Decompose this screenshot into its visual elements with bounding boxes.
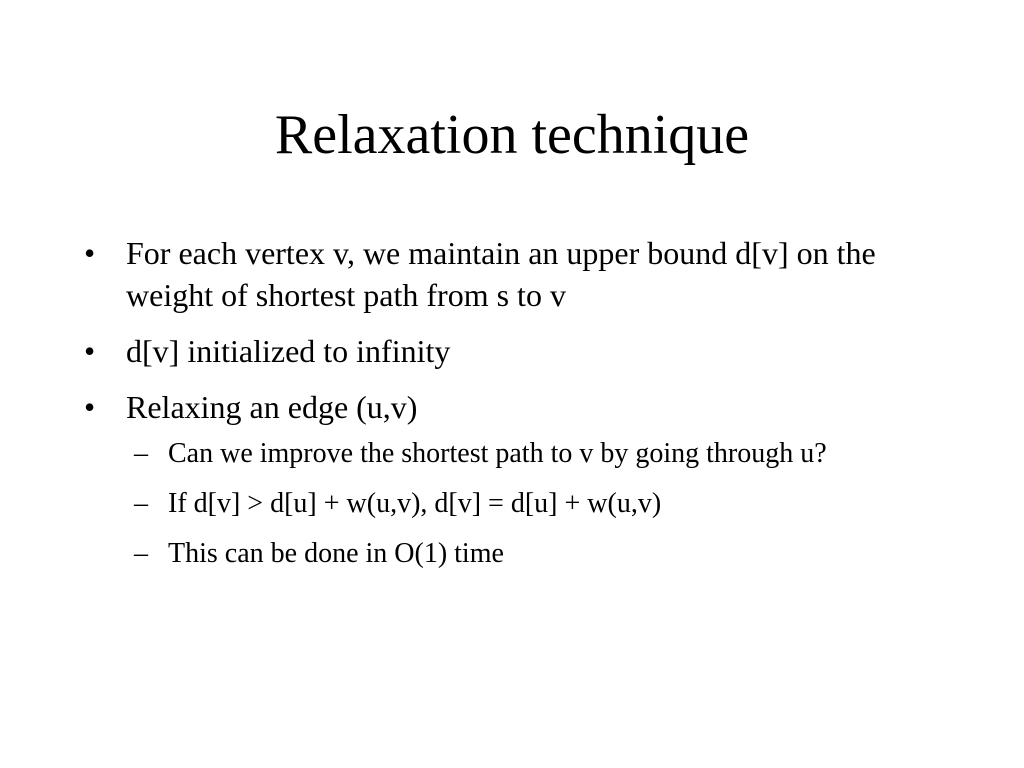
sub-bullet-text: If d[v] > d[u] + w(u,v), d[v] = d[u] + w(u,v) bbox=[168, 488, 662, 519]
bullet-text: Relaxing an edge (u,v) bbox=[126, 389, 418, 425]
bullet-text: d[v] initialized to infinity bbox=[126, 333, 451, 369]
sub-bullet-marker: – bbox=[134, 438, 148, 469]
sub-bullet-marker: – bbox=[134, 538, 148, 569]
bullet-list bbox=[84, 232, 954, 588]
bullet-item bbox=[84, 386, 954, 574]
bullet-item bbox=[84, 232, 954, 316]
sub-bullet-item bbox=[122, 434, 954, 474]
sub-bullet-item bbox=[122, 484, 954, 524]
bullet-marker: • bbox=[84, 235, 96, 271]
slide-title: Relaxation technique bbox=[274, 104, 750, 166]
bullet-marker: • bbox=[84, 389, 96, 425]
sub-bullet-item bbox=[122, 534, 954, 574]
bullet-marker: • bbox=[84, 333, 96, 369]
sub-bullet-list bbox=[126, 434, 954, 574]
sub-bullet-text: Can we improve the shortest path to v by going through u? bbox=[168, 438, 827, 469]
bullet-item bbox=[84, 330, 954, 372]
sub-bullet-text: This can be done in O(1) time bbox=[168, 538, 504, 569]
sub-bullet-marker: – bbox=[134, 488, 148, 519]
bullet-text: For each vertex v, we maintain an upper bound d[v] on the weight of shortest path from s to v bbox=[126, 235, 876, 313]
